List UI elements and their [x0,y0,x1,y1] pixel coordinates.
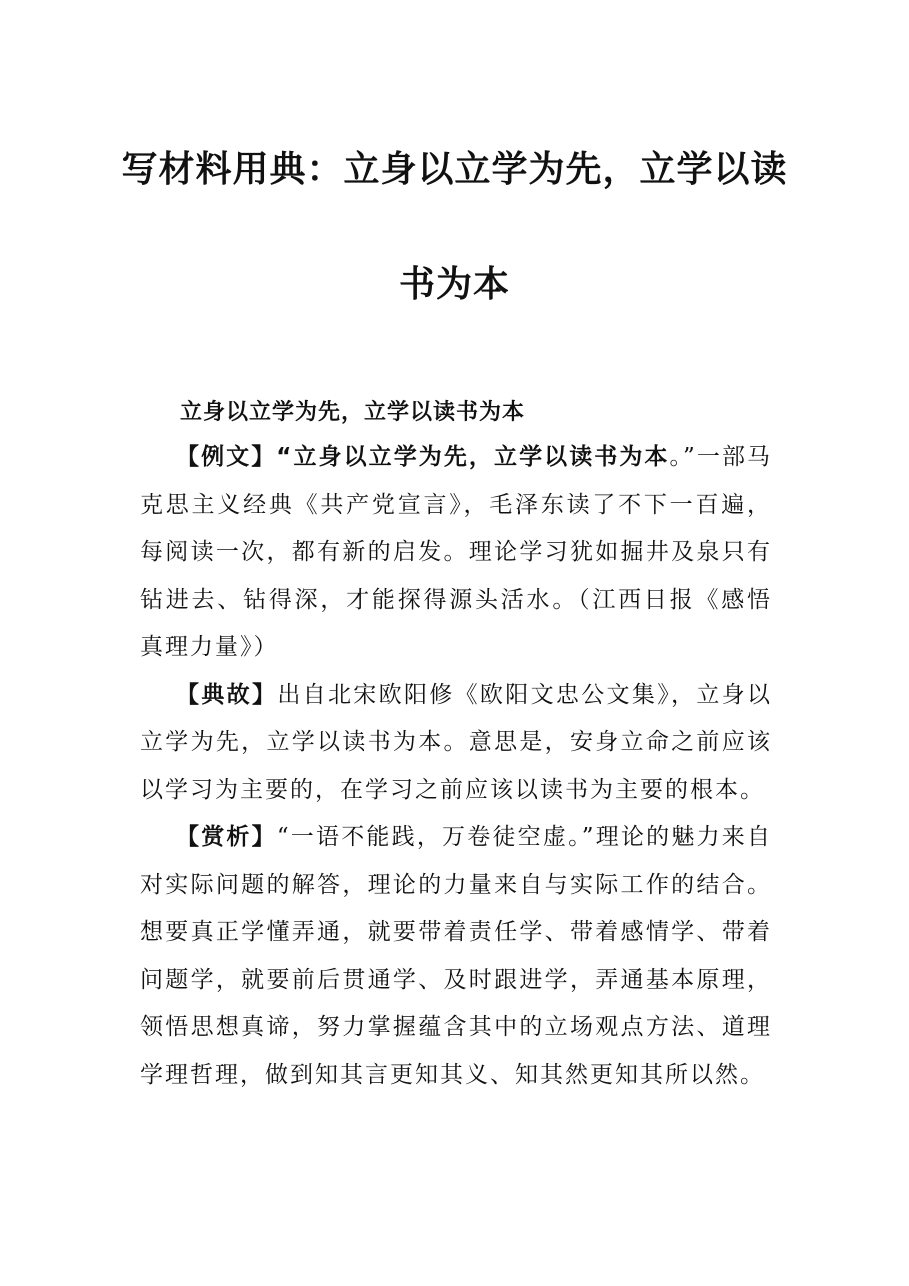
example-text: 。”一部马克思主义经典《共产党宣言》，毛泽东读了不下一百遍，每阅读一次，都有新的启发。理论学习犹如掘井及泉只有钻进去、钻得深，才能探得源头活水。（江西日报《感悟真理力量》） [140,444,773,660]
example-paragraph [140,434,772,672]
origin-text: 出自北宋欧阳修《欧阳文忠公文集》，立身以立学为先，立学以读书为本。意思是，安身立命之前应该以学习为主要的，在学习之前应该以读书为主要的根本。 [140,681,773,803]
analysis-text: “一语不能践，万卷徒空虚。”理论的魅力来自对实际问题的解答，理论的力量来自与实际工作的结合。想要真正学懂弄通，就要带着责任学、带着感情学、带着问题学，就要前后贯通学、及时跟进学，弄通基本原理，领悟思想真谛，努力掌握蕴含其中的立场观点方法、道理学理哲理，做到知其言更知其义、知其然更知其所以然。 [140,824,772,1088]
example-tag: 【例文】 [176,444,277,470]
origin-paragraph [140,672,772,815]
section-subtitle: 立身以立学为先，立学以读书为本 [180,400,526,425]
example-quote: “立身以立学为先，立学以读书为本 [276,444,670,470]
document-body [140,392,772,1099]
analysis-paragraph [140,814,772,1099]
document-title-line-2: 书为本 [398,264,510,305]
origin-tag: 【典故】 [176,681,278,708]
document-title-line-1: 写材料用典：立身以立学为先，立学以读 [121,149,788,190]
analysis-tag: 【赏析】 [176,824,277,850]
